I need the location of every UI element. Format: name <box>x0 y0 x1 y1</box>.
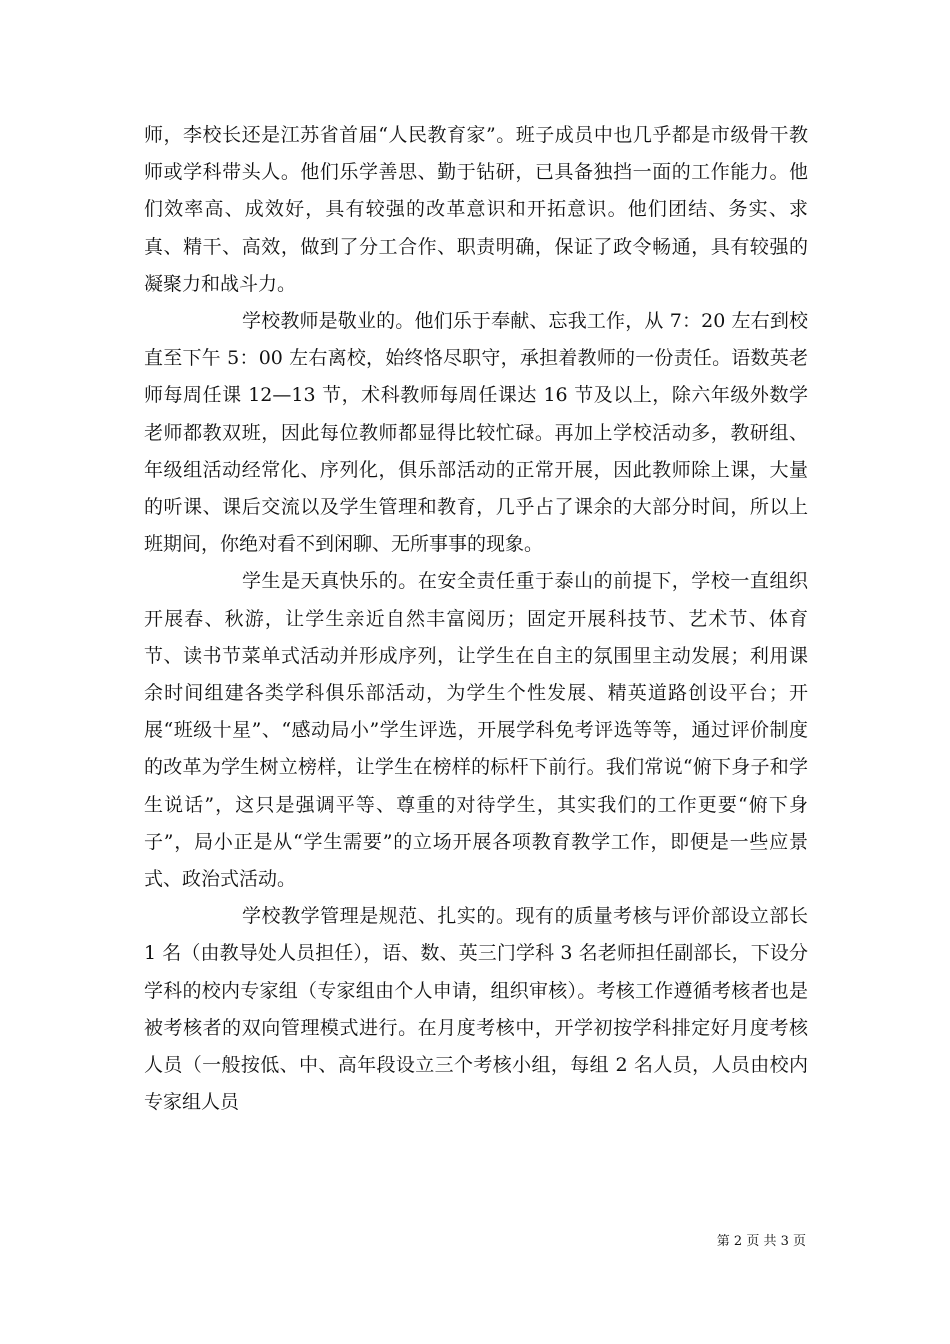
paragraph-4: 学校教学管理是规范、扎实的。现有的质量考核与评价部设立部长 1 名（由教导处人员担任），语、数、英三门学科 3 名老师担任副部长，下设分学科的校内专家组（专家组由个人申请，组织审核）。考核工作遵循考核者也是被考核者的双向管理模式进行。在月度考核中，开学初按学科排定好月度考核人员（一般按低、中、高年段设立三个考核小组，每组 2 名人员，人员由校内专家组人员 <box>144 905 808 1114</box>
paragraph-2: 学校教师是敬业的。他们乐于奉献、忘我工作，从 7：20 左右到校直至下午 5：00 左右离校，始终恪尽职守，承担着教师的一份责任。语数英老师每周任课 12—13 节，术科教师每周任课达 16 节及以上，除六年级外数学老师都教双班，因此每位教师都显得比较忙碌。再加上学校活动多，教研组、年级组活动经常化、序列化，俱乐部活动的正常开展，因此教师除上课，大量的听课、课后交流以及学生管理和教育，几乎占了课余的大部分时间，所以上班期间，你绝对看不到闲聊、无所事事的现象。 <box>144 310 808 556</box>
paragraph-1: 师，李校长还是江苏省首届“人民教育家”。班子成员中也几乎都是市级骨干教师或学科带头人。他们乐学善思、勤于钻研，已具备独挡一面的工作能力。他们效率高、成效好，具有较强的改革意识和开拓意识。他们团结、务实、求真、精干、高效，做到了分工合作、职责明确，保证了政令畅通，具有较强的凝聚力和战斗力。 <box>144 124 808 295</box>
document-body <box>144 117 808 1121</box>
page-number-footer: 第 2 页 共 3 页 <box>716 1234 806 1249</box>
paragraph-3: 学生是天真快乐的。在安全责任重于泰山的前提下，学校一直组织开展春、秋游，让学生亲近自然丰富阅历；固定开展科技节、艺术节、体育节、读书节菜单式活动并形成序列，让学生在自主的氛围里主动发展；利用课余时间组建各类学科俱乐部活动，为学生个性发展、精英道路创设平台；开展“班级十星”、“感动局小”学生评选，开展学科免考评选等等，通过评价制度的改革为学生树立榜样，让学生在榜样的标杆下前行。我们常说“俯下身子和学生说话”，这只是强调平等、尊重的对待学生，其实我们的工作更要“俯下身子”，局小正是从“学生需要”的立场开展各项教育教学工作，即便是一些应景式、政治式活动。 <box>144 570 808 891</box>
